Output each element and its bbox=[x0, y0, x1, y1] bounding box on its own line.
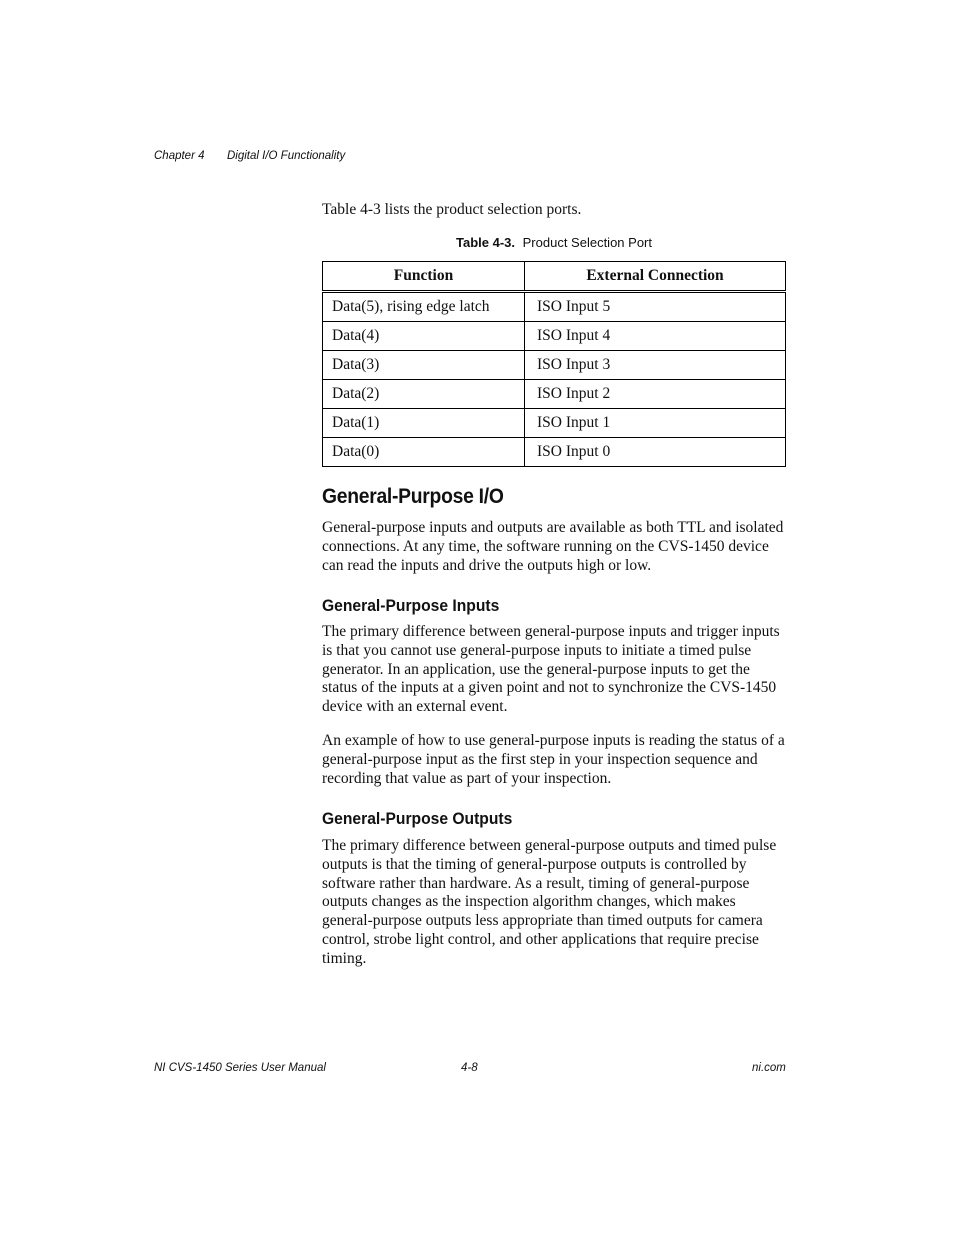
connection-cell: ISO Input 0 bbox=[525, 438, 786, 467]
table-row bbox=[323, 292, 786, 322]
footer-manual-title: NI CVS-1450 Series User Manual bbox=[154, 1062, 326, 1074]
column-header-external-connection: External Connection bbox=[525, 262, 786, 292]
footer-website: ni.com bbox=[752, 1062, 786, 1074]
subheading-general-purpose-outputs: General-Purpose Outputs bbox=[322, 809, 513, 828]
footer-page-number: 4-8 bbox=[461, 1062, 478, 1074]
table-caption-label: Table 4-3. bbox=[456, 235, 516, 250]
section-paragraph: General-purpose inputs and outputs are available as both TTL and isolated connections. At any time, the software running on the CVS-1450 device can read the inputs and drive the outputs high or low. bbox=[322, 519, 784, 574]
table-row bbox=[323, 380, 786, 409]
connection-cell: ISO Input 4 bbox=[525, 322, 786, 351]
product-selection-table bbox=[322, 261, 786, 467]
inputs-paragraph-1: The primary difference between general-purpose inputs and trigger inputs is that you cannot use general-purpose inputs to initiate a timed pulse generator. In an application, use the general-purpose inputs to get the status of the inputs at a given point and not to synchronize the CVS-1450 device with an external event. bbox=[322, 623, 780, 716]
function-cell: Data(1) bbox=[323, 409, 525, 438]
outputs-paragraph: The primary difference between general-purpose outputs and timed pulse outputs is that the timing of general-purpose outputs is controlled by software rather than hardware. As a result, timing of general-purpose outputs changes as the inspection algorithm changes, which makes general-purpose outputs less appropriate than timed outputs for camera control, strobe light control, and other applications that require precise timing. bbox=[322, 837, 777, 967]
inputs-paragraph-2: An example of how to use general-purpose inputs is reading the status of a general-purpose input as the first step in your inspection sequence and recording that value as part of your inspection. bbox=[322, 732, 785, 787]
section-heading-general-purpose-io: General-Purpose I/O bbox=[322, 485, 504, 508]
table-caption bbox=[322, 235, 786, 250]
subheading-general-purpose-inputs: General-Purpose Inputs bbox=[322, 596, 500, 615]
function-cell: Data(4) bbox=[323, 322, 525, 351]
connection-cell: ISO Input 5 bbox=[525, 292, 786, 322]
table-caption-title: Product Selection Port bbox=[522, 235, 652, 250]
connection-cell: ISO Input 2 bbox=[525, 380, 786, 409]
function-cell: Data(5), rising edge latch bbox=[323, 292, 525, 322]
function-cell: Data(3) bbox=[323, 351, 525, 380]
table-intro-text: Table 4-3 lists the product selection ports. bbox=[322, 201, 582, 218]
table-row bbox=[323, 409, 786, 438]
table-row bbox=[323, 351, 786, 380]
connection-cell: ISO Input 1 bbox=[525, 409, 786, 438]
connection-cell: ISO Input 3 bbox=[525, 351, 786, 380]
chapter-label: Chapter 4 bbox=[154, 150, 205, 162]
function-cell: Data(0) bbox=[323, 438, 525, 467]
table-row bbox=[323, 322, 786, 351]
table-row bbox=[323, 438, 786, 467]
column-header-function: Function bbox=[323, 262, 525, 292]
function-cell: Data(2) bbox=[323, 380, 525, 409]
chapter-title: Digital I/O Functionality bbox=[227, 150, 346, 162]
table-header-row bbox=[323, 262, 786, 292]
